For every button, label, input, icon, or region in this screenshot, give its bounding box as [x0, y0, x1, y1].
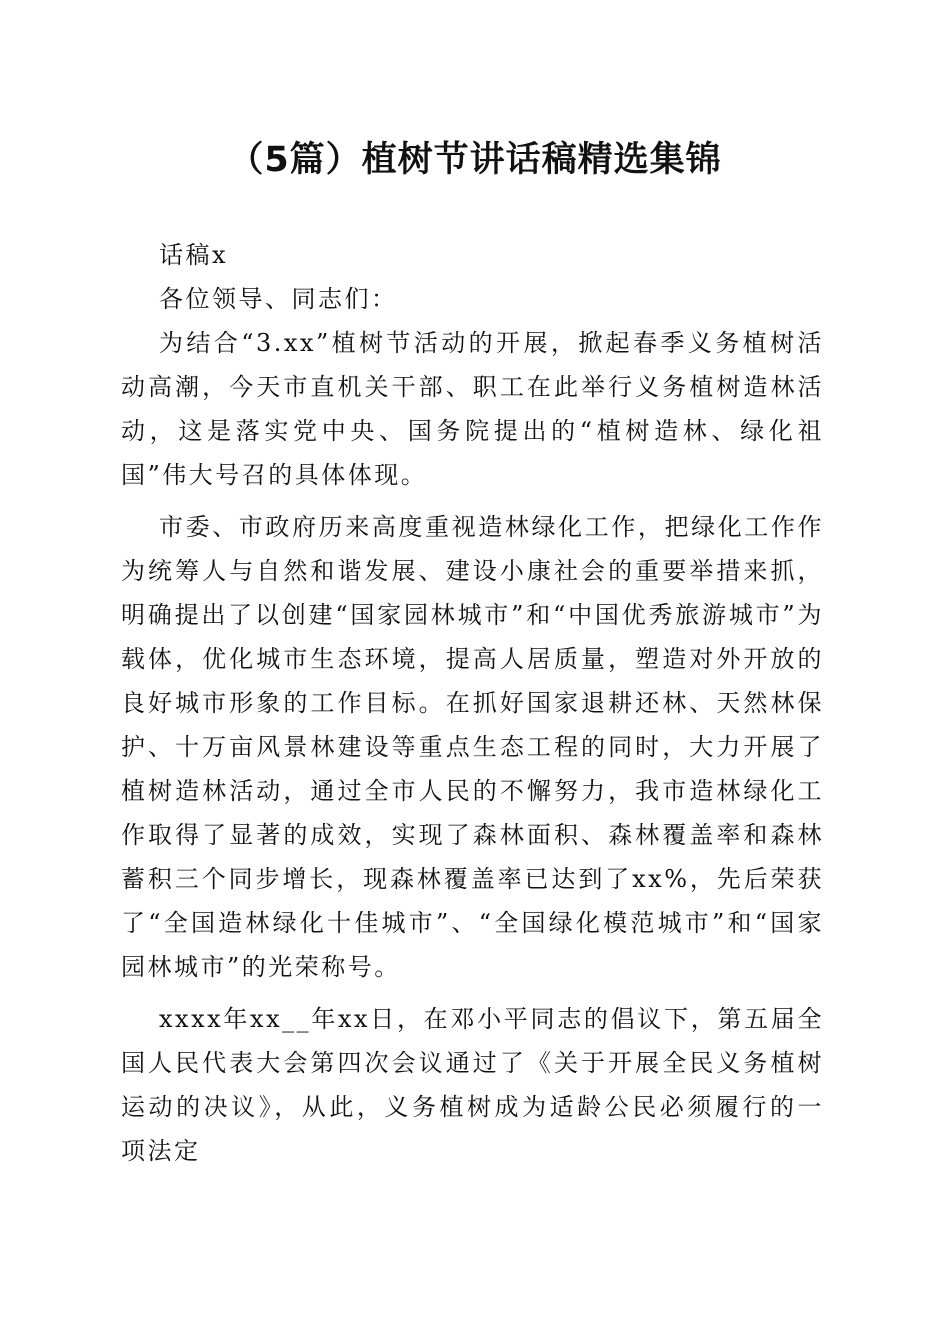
document-title: （5篇）植树节讲话稿精选集锦	[228, 140, 722, 180]
paragraph-achievements: 市委、市政府历来高度重视造林绿化工作，把绿化工作作为统筹人与自然和谐发展、建设小康社会的重要举措来抓，明确提出了以创建“国家园林城市”和“中国优秀旅游城市”为载体，优化城市生态环境，提高人居质量，塑造对外开放的良好城市形象的工作目标。在抓好国家退耕还林、天然林保护、十万亩风景林建设等重点生态工程的同时，大力开展了植树造林活动，通过全市人民的不懈努力，我市造林绿化工作取得了显著的成效，实现了森林面积、森林覆盖率和森林蓄积三个同步增长，现森林覆盖率已达到了xx%，先后荣获了“全国造林绿化十佳城市”、“全国绿化模范城市”和“国家园林城市”的光荣称号。	[121, 513, 824, 981]
paragraph-history: xxxx年xx__年xx日，在邓小平同志的倡议下，第五届全国人民代表大会第四次会议通过了《关于开展全民义务植树运动的决议》，从此，义务植树成为适龄公民必须履行的一项法定	[121, 1005, 824, 1165]
paragraph-intro: 为结合“3.xx”植树节活动的开展，掀起春季义务植树活动高潮，今天市直机关干部、职工在此举行义务植树造林活动，这是落实党中央、国务院提出的“植树造林、绿化祖国”伟大号召的具体体现。	[121, 329, 824, 489]
paragraph-salutation: 各位领导、同志们：	[159, 285, 398, 313]
document-body	[121, 233, 824, 1173]
paragraph-heading: 话稿x	[159, 241, 229, 269]
